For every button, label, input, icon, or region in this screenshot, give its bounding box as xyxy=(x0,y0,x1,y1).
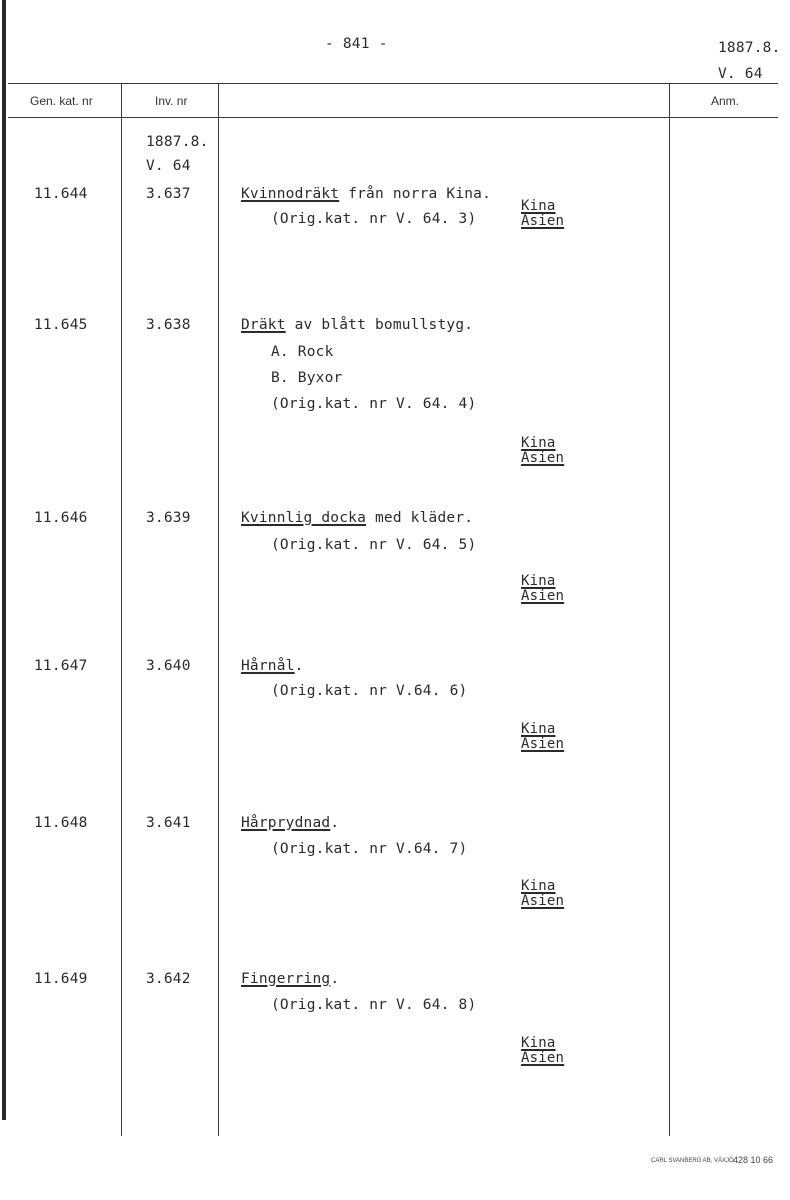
entry-inv-nr: 3.638 xyxy=(146,317,191,333)
entry-gen-nr: 11.645 xyxy=(34,317,88,333)
entry-title: Kvinnodräkt xyxy=(241,186,340,202)
entry-continent: Asien xyxy=(521,450,565,466)
entry-title-line xyxy=(241,510,473,526)
entry-line: B. Byxor xyxy=(271,370,343,386)
entry-inv-nr: 3.639 xyxy=(146,510,191,526)
entry-title-line xyxy=(241,186,491,202)
entry-orig-kat: (Orig.kat. nr V. 64. 3) xyxy=(271,211,477,227)
group-volume: V. 64 xyxy=(146,158,191,174)
entry-region: Kina xyxy=(521,435,556,451)
entry-continent: Asien xyxy=(521,893,565,909)
column-rule-2 xyxy=(218,84,219,1136)
entry-continent: Asien xyxy=(521,213,565,229)
entry-gen-nr: 11.649 xyxy=(34,971,88,987)
entry-continent: Asien xyxy=(521,588,565,604)
entry-orig-kat: (Orig.kat. nr V. 64. 4) xyxy=(271,396,477,412)
entry-gen-nr: 11.644 xyxy=(34,186,88,202)
entry-orig-kat: (Orig.kat. nr V. 64. 8) xyxy=(271,997,477,1013)
entry-inv-nr: 3.637 xyxy=(146,186,191,202)
column-header-anm: Anm. xyxy=(711,94,740,108)
entry-region: Kina xyxy=(521,1035,556,1051)
entry-title-rest: . xyxy=(330,971,340,987)
entry-region: Kina xyxy=(521,721,556,737)
entry-title-rest: . xyxy=(330,815,340,831)
entry-inv-nr: 3.642 xyxy=(146,971,191,987)
entry-region: Kina xyxy=(521,573,556,589)
entry-title-line xyxy=(241,971,339,987)
entry-title-line xyxy=(241,815,339,831)
entry-title: Fingerring xyxy=(241,971,331,987)
entry-title-line xyxy=(241,317,473,333)
entry-title-rest: . xyxy=(294,658,304,674)
reference-year: 1887.8. xyxy=(718,40,781,56)
entry-region: Kina xyxy=(521,878,556,894)
page-edge-bar xyxy=(2,0,6,1120)
entry-inv-nr: 3.641 xyxy=(146,815,191,831)
entry-title: Dräkt xyxy=(241,317,286,333)
entry-title: Hårnål xyxy=(241,658,295,674)
entry-title-rest: med kläder. xyxy=(366,510,474,526)
entry-orig-kat: (Orig.kat. nr V.64. 7) xyxy=(271,841,468,857)
header-top-rule xyxy=(8,83,778,84)
form-code: 428 10 66 xyxy=(733,1155,774,1165)
reference-volume: V. 64 xyxy=(718,66,763,82)
entry-title-rest: av blått bomullstyg. xyxy=(285,317,474,333)
entry-line: A. Rock xyxy=(271,344,334,360)
group-year: 1887.8. xyxy=(146,134,209,150)
printer-imprint: CARL SVANBERG AB, VÄXJÖ xyxy=(651,1158,734,1164)
entry-gen-nr: 11.648 xyxy=(34,815,88,831)
entry-title: Hårprydnad xyxy=(241,815,331,831)
entry-region: Kina xyxy=(521,198,556,214)
column-header-gen-kat: Gen. kat. nr xyxy=(30,94,93,108)
entry-continent: Asien xyxy=(521,1050,565,1066)
entry-title: Kvinnlig docka xyxy=(241,510,367,526)
entry-inv-nr: 3.640 xyxy=(146,658,191,674)
entry-gen-nr: 11.646 xyxy=(34,510,88,526)
entry-title-line xyxy=(241,658,304,674)
entry-orig-kat: (Orig.kat. nr V. 64. 5) xyxy=(271,537,477,553)
column-rule-1 xyxy=(121,84,122,1136)
entry-continent: Asien xyxy=(521,736,565,752)
column-header-inv: Inv. nr xyxy=(155,94,188,108)
page-number: - 841 - xyxy=(325,36,388,52)
entry-title-rest: från norra Kina. xyxy=(339,186,492,202)
entry-gen-nr: 11.647 xyxy=(34,658,88,674)
header-bottom-rule xyxy=(8,117,778,118)
column-rule-3 xyxy=(669,84,670,1136)
entry-orig-kat: (Orig.kat. nr V.64. 6) xyxy=(271,683,468,699)
